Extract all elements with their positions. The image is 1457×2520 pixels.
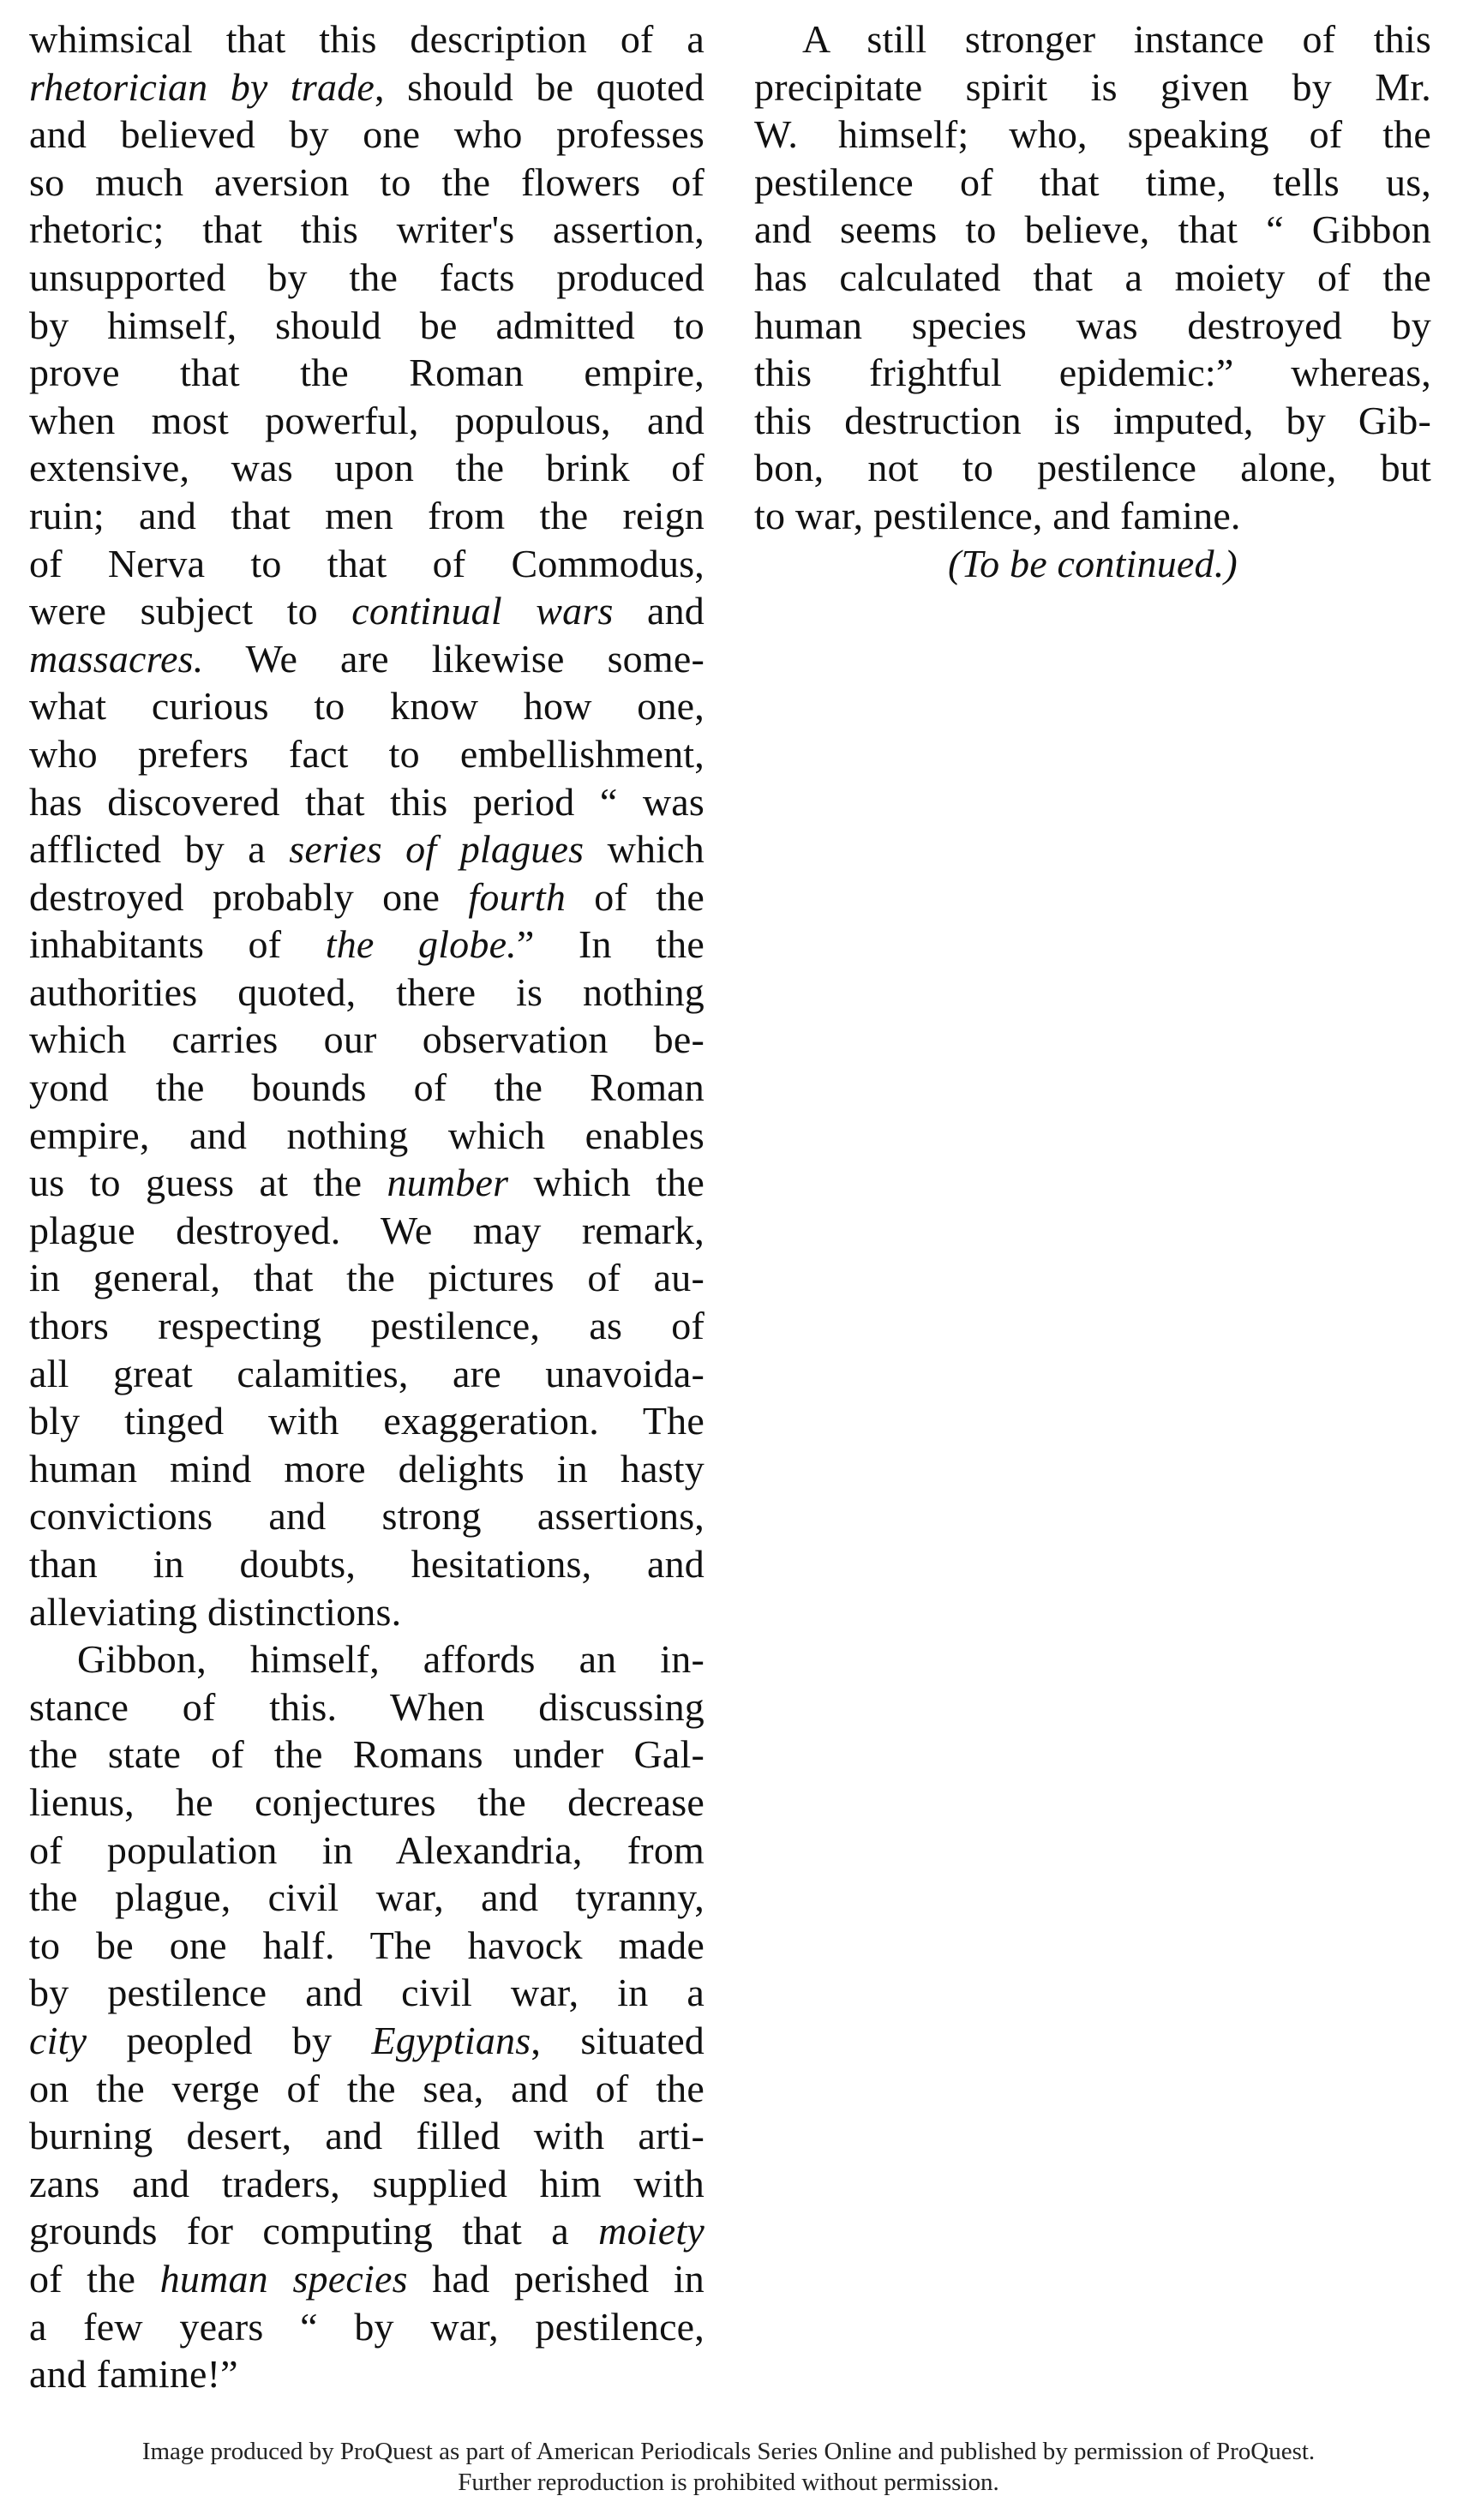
text-line: inhabitants of the globe.” In the — [29, 922, 705, 967]
text-line: pestilence of that time, tells us, — [754, 159, 1431, 204]
text-line: convictions and strong assertions, — [29, 1494, 705, 1539]
text-line: stance of this. When discussing — [29, 1684, 705, 1729]
text-line: Gibbon, himself, affords an in- — [77, 1637, 705, 1682]
text-line: this frightful epidemic:” whereas, — [754, 351, 1431, 395]
text-line: a few years “ by war, pestilence, — [29, 2304, 705, 2349]
text-line: alleviating distinctions. — [29, 1589, 402, 1634]
text-line: A still stronger instance of this — [802, 17, 1431, 61]
text-line: so much aversion to the flowers of — [29, 159, 705, 204]
text-line: yond the bounds of the Roman — [29, 1065, 705, 1110]
text-line: this destruction is imputed, by Gib- — [754, 398, 1431, 442]
text-line: which carries our observation be- — [29, 1017, 705, 1062]
text-line: plague destroyed. We may remark, — [29, 1208, 705, 1252]
text-line: thors respecting pestilence, as of — [29, 1304, 705, 1348]
text-line: human mind more delights in hasty — [29, 1446, 705, 1491]
text-line: all great calamities, are unavoida- — [29, 1351, 705, 1395]
text-line: of Nerva to that of Commodus, — [29, 541, 705, 585]
text-line: prove that the Roman empire, — [29, 351, 705, 395]
text-line: what curious to know how one, — [29, 684, 705, 729]
text-line: who prefers fact to embellishment, — [29, 731, 705, 776]
text-line: afflicted by a series of plagues which — [29, 827, 705, 872]
text-line: has calculated that a moiety of the — [754, 255, 1431, 299]
text-line: than in doubts, hesitations, and — [29, 1542, 705, 1586]
text-line: burning desert, and filled with arti- — [29, 2114, 705, 2158]
proquest-footer — [0, 2436, 1457, 2498]
text-line: W. himself; who, speaking of the — [754, 112, 1431, 157]
text-line: extensive, was upon the brink of — [29, 446, 705, 490]
text-line: on the verge of the sea, and of the — [29, 2066, 705, 2110]
text-line: bon, not to pestilence alone, but — [754, 446, 1431, 490]
text-line: by himself, should be admitted to — [29, 303, 705, 347]
text-line: whimsical that this description of a — [29, 17, 705, 61]
text-line: and seems to believe, that “ Gibbon — [754, 207, 1431, 252]
text-line: ruin; and that men from the reign — [29, 493, 705, 537]
text-line: to war, pestilence, and famine. — [754, 493, 1241, 537]
text-line: of population in Alexandria, from — [29, 1827, 705, 1872]
text-line: zans and traders, supplied him with — [29, 2161, 705, 2205]
text-line: were subject to continual wars and — [29, 589, 705, 633]
text-line: and believed by one who professes — [29, 112, 705, 157]
text-line: (To be continued.) — [948, 541, 1238, 585]
footer-line-1: Image produced by ProQuest as part of American Periodicals Series Online and published by permission of ProQuest. — [141, 2438, 1316, 2465]
text-line: city peopled by Egyptians, situated — [29, 2018, 705, 2062]
text-line: the state of the Romans under Gal- — [29, 1732, 705, 1777]
left-column — [29, 15, 705, 2398]
text-line: by pestilence and civil war, in a — [29, 1971, 705, 2015]
text-line: the plague, civil war, and tyranny, — [29, 1875, 705, 1920]
text-line: empire, and nothing which enables — [29, 1113, 705, 1157]
text-line: of the human species had perished in — [29, 2256, 705, 2301]
text-line: lienus, he conjectures the decrease — [29, 1779, 705, 1824]
text-line: precipitate spirit is given by Mr. — [754, 64, 1431, 109]
footer-line-2: Further reproduction is prohibited without permission. — [458, 2469, 999, 2496]
text-line: us to guess at the number which the — [29, 1161, 705, 1205]
text-line: authorities quoted, there is nothing — [29, 969, 705, 1014]
text-line: when most powerful, populous, and — [29, 398, 705, 442]
text-line: destroyed probably one fourth of the — [29, 874, 705, 919]
text-line: rhetorician by trade, should be quoted — [29, 64, 705, 109]
text-line: to be one half. The havock made — [29, 1923, 705, 1967]
right-column — [754, 15, 1431, 587]
text-line: in general, that the pictures of au- — [29, 1256, 705, 1300]
text-line: has discovered that this period “ was — [29, 779, 705, 824]
text-line: grounds for computing that a moiety — [29, 2209, 705, 2253]
text-line: massacres. We are likewise some- — [29, 636, 705, 681]
text-line: human species was destroyed by — [754, 303, 1431, 347]
text-line: bly tinged with exaggeration. The — [29, 1399, 705, 1443]
text-line: and famine!” — [29, 2352, 238, 2397]
text-line: rhetoric; that this writer's assertion, — [29, 207, 705, 252]
text-line: unsupported by the facts produced — [29, 255, 705, 299]
